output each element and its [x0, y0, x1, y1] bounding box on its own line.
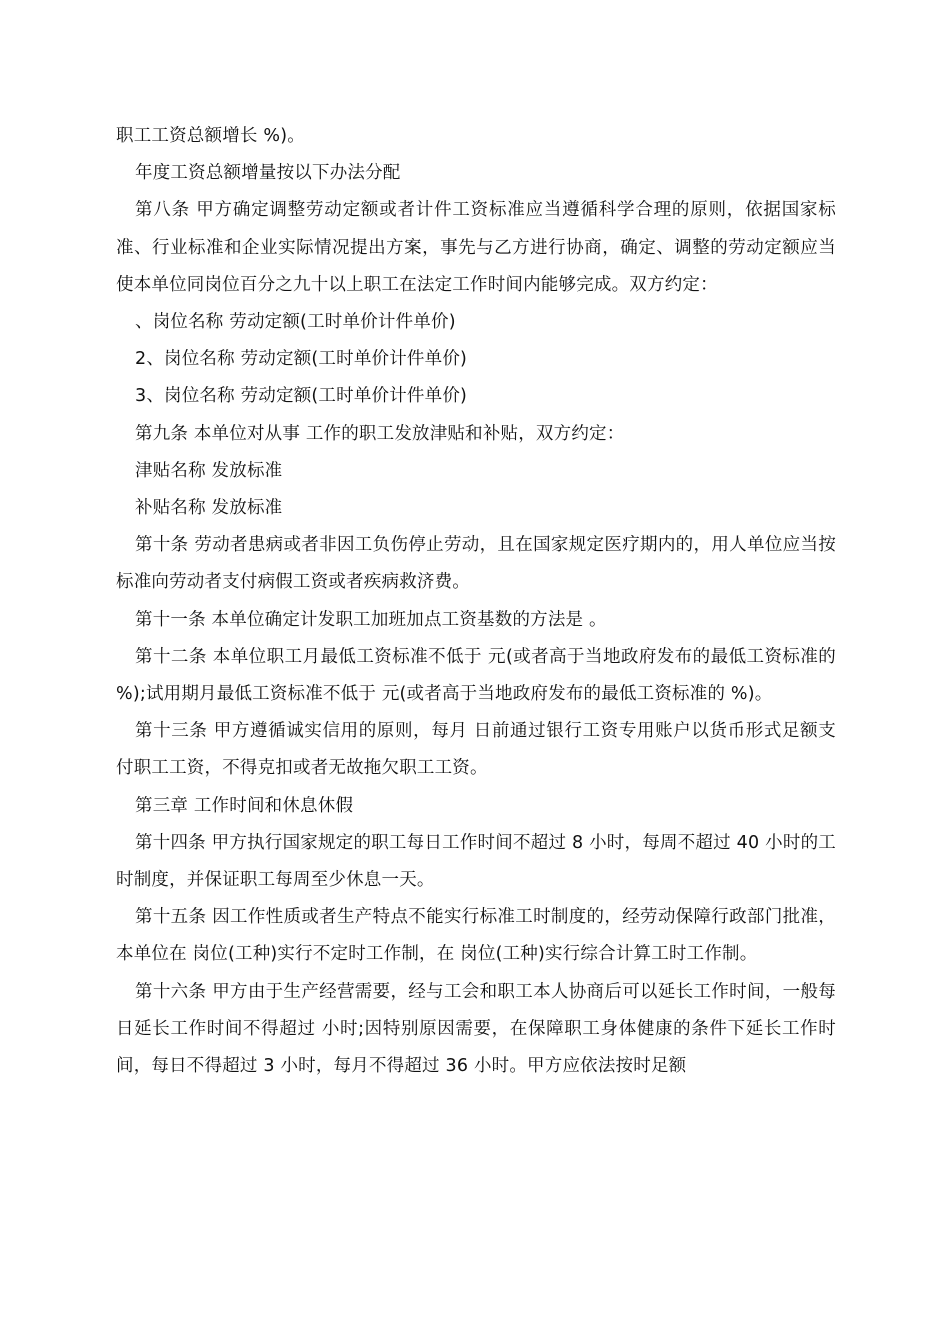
document-paragraph: 3、岗位名称 劳动定额(工时单价计件单价) — [135, 386, 468, 407]
document-paragraph: 年度工资总额增量按以下办法分配 — [135, 163, 401, 184]
document-paragraph: 第十条 劳动者患病或者非因工负伤停止劳动，且在国家规定医疗期内的，用人单位应当按 标准向劳动者支付病假工资或者疾病救济费。 — [116, 535, 836, 593]
document-body — [116, 118, 836, 1085]
document-paragraph: 第九条 本单位对从事 工作的职工发放津贴和补贴，双方约定： — [135, 423, 625, 444]
document-paragraph: 第十六条 甲方由于生产经营需要，经与工会和职工本人协商后可以延长工作时间，一般每日延长工作时间不得超过 小时;因特别原因需要，在保障职工身体健康的条件下延长工作时间，每日不得超过 3 小时，每月不得超过 36 小时。甲方应依法按时足额 — [116, 981, 836, 1077]
document-paragraph: 第三章 工作时间和休息休假 — [135, 795, 354, 816]
document-paragraph: 第八条 甲方确定调整劳动定额或者计件工资标准应当遵循科学合理的原则，依据国家标准、行业标准和企业实际情况提出方案，事先与乙方进行协商，确定、调整的劳动定额应当使本单位同岗位百分之九十以上职工在法定工作时间内能够完成。双方约定： — [116, 200, 836, 295]
document-paragraph: 第十二条 本单位职工月最低工资标准不低于 元(或者高于当地政府发布的最低工资标准的 %);试用期月最低工资标准不低于 元(或者高于当地政府发布的最低工资标准的 %)。 — [116, 646, 836, 705]
document-paragraph: 、岗位名称 劳动定额(工时单价计件单价) — [135, 312, 456, 333]
document-paragraph: 第十一条 本单位确定计发职工加班加点工资基数的方法是 。 — [135, 609, 607, 630]
document-paragraph: 补贴名称 发放标准 — [135, 498, 283, 519]
document-paragraph: 2、岗位名称 劳动定额(工时单价计件单价) — [135, 349, 468, 370]
document-paragraph: 第十五条 因工作性质或者生产特点不能实行标准工时制度的，经劳动保障行政部门批准，本单位在 岗位(工种)实行不定时工作制，在 岗位(工种)实行综合计算工时工作制。 — [116, 907, 836, 965]
document-paragraph: 第十四条 甲方执行国家规定的职工每日工作时间不超过 8 小时，每周不超过 40 小时的工时制度，并保证职工每周至少休息一天。 — [116, 832, 836, 891]
document-paragraph: 津贴名称 发放标准 — [135, 460, 283, 481]
document-paragraph: 职工工资总额增长 %)。 — [116, 126, 305, 146]
document-paragraph: 第十三条 甲方遵循诚实信用的原则，每月 日前通过银行工资专用账户以货币形式足额支付职工工资，不得克扣或者无故拖欠职工工资。 — [116, 721, 836, 779]
